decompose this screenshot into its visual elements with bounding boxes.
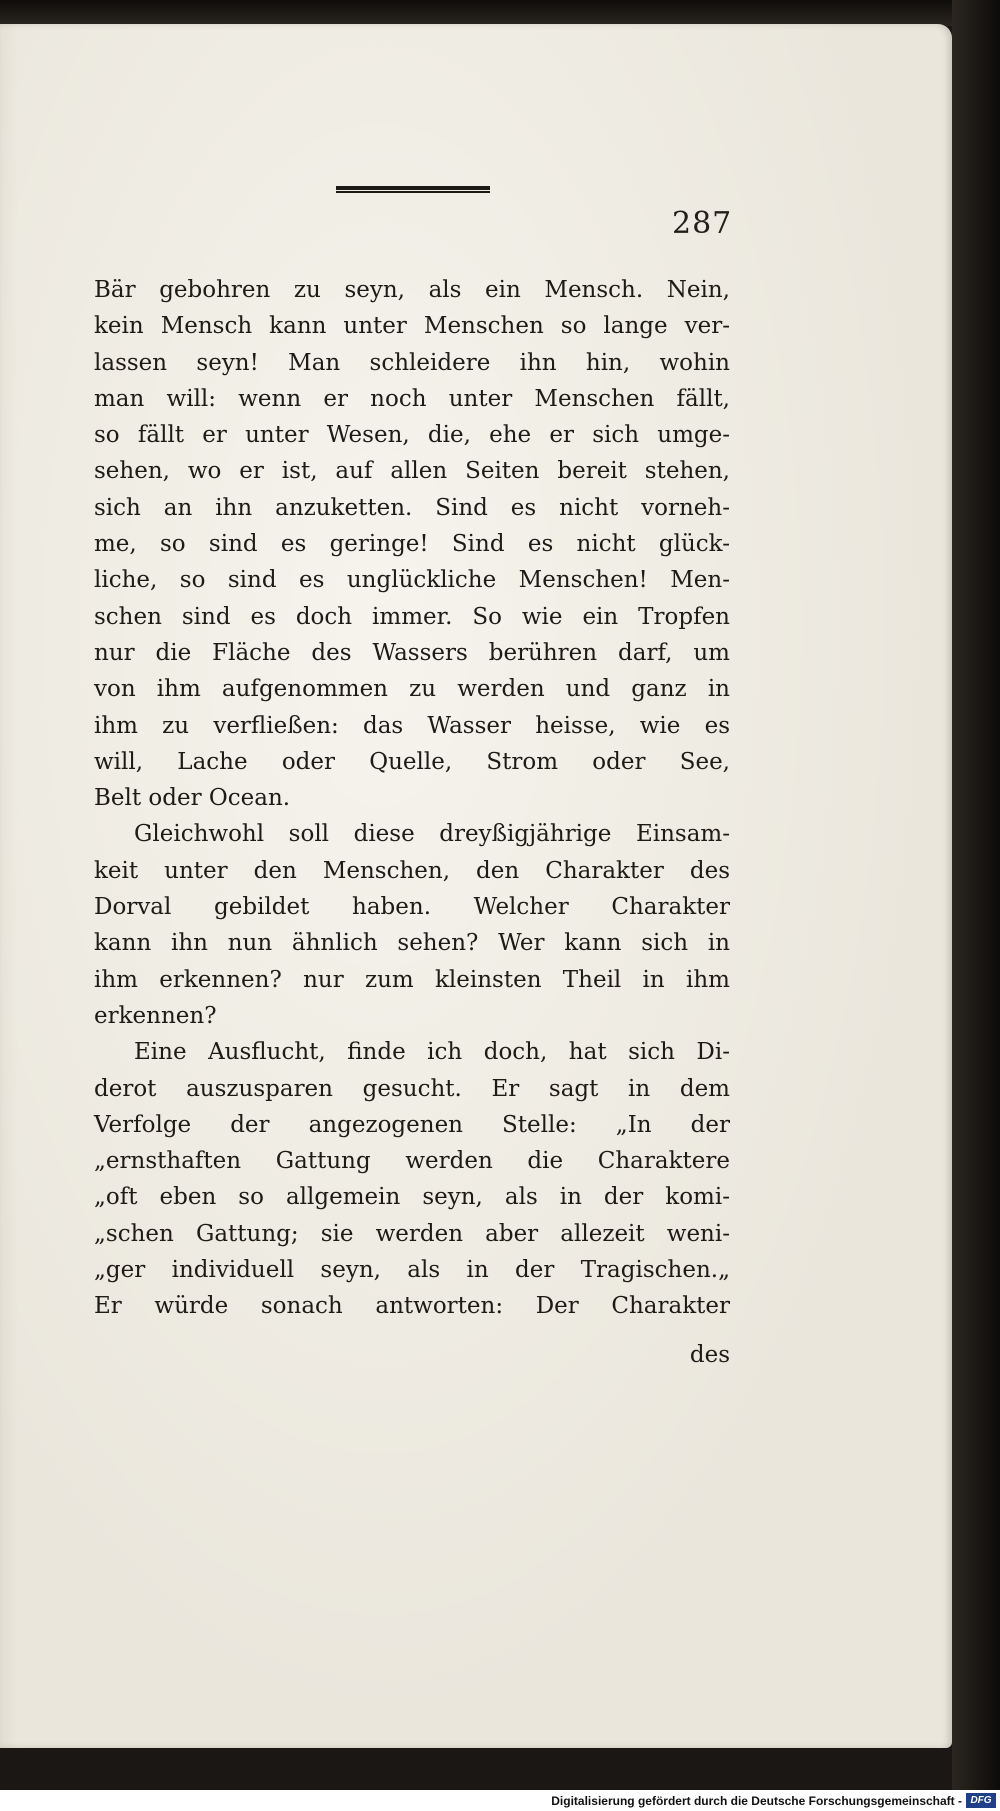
text-line: Er würde sonach antworten: Der Charakter xyxy=(94,1293,730,1320)
page-number: 287 xyxy=(672,206,733,241)
text-line: ihm zu verfließen: das Wasser heisse, wie es xyxy=(94,712,730,739)
text-line: sehen, wo er ist, auf allen Seiten bereit stehen, xyxy=(94,458,730,485)
text-line: man will: wenn er noch unter Menschen fällt, xyxy=(94,385,730,412)
text-line: sich an ihn anzuketten. Sind es nicht vorneh- xyxy=(94,494,730,521)
catchword: des xyxy=(689,1342,730,1368)
text-line: „schen Gattung; sie werden aber allezeit weni- xyxy=(94,1220,730,1247)
text-line: liche, so sind es unglückliche Menschen! Men- xyxy=(94,567,730,594)
book-page xyxy=(0,24,952,1748)
text-line: so fällt er unter Wesen, die, ehe er sich umge- xyxy=(94,422,730,449)
scanner-right-edge xyxy=(952,0,1000,1811)
text-line: Gleichwohl soll diese dreyßigjährige Einsam- xyxy=(134,821,730,848)
text-line: Dorval gebildet haben. Welcher Charakter xyxy=(94,894,730,921)
body-text xyxy=(94,272,730,1325)
text-line: lassen seyn! Man schleidere ihn hin, wohin xyxy=(94,349,730,376)
text-line: schen sind es doch immer. So wie ein Tropfen xyxy=(94,603,730,630)
text-line: Verfolge der angezogenen Stelle: „In der xyxy=(94,1111,730,1138)
text-line: ihm erkennen? nur zum kleinsten Theil in ihm xyxy=(94,966,730,993)
text-line: „ger individuell seyn, als in der Tragischen.„ xyxy=(94,1257,730,1284)
text-line: Eine Ausflucht, finde ich doch, hat sich Di- xyxy=(134,1039,730,1066)
text-line: Bär gebohren zu seyn, als ein Mensch. Nein, xyxy=(94,277,730,303)
text-line: will, Lache oder Quelle, Strom oder See, xyxy=(94,748,730,775)
text-line: me, so sind es geringe! Sind es nicht glück- xyxy=(94,531,730,558)
dfg-logo: DFG xyxy=(966,1793,996,1808)
text-line: Belt oder Ocean. xyxy=(94,785,291,812)
scanner-top-edge xyxy=(0,0,1000,26)
text-line: „oft eben so allgemein seyn, als in der komi- xyxy=(94,1184,730,1211)
text-line: erkennen? xyxy=(94,1002,217,1029)
header-rule xyxy=(336,186,490,193)
text-line: kein Mensch kann unter Menschen so lange ver- xyxy=(94,313,730,340)
text-line: nur die Fläche des Wassers berühren darf, um xyxy=(94,639,730,666)
text-line: derot auszusparen gesucht. Er sagt in dem xyxy=(94,1075,730,1102)
text-line: kann ihn nun ähnlich sehen? Wer kann sich in xyxy=(94,930,730,957)
text-line: keit unter den Menschen, den Charakter des xyxy=(94,857,730,884)
text-line: „ernsthaften Gattung werden die Charaktere xyxy=(94,1148,730,1175)
credit-text: Digitalisierung gefördert durch die Deutsche Forschungsgemeinschaft - xyxy=(551,1794,962,1808)
text-line: von ihm aufgenommen zu werden und ganz in xyxy=(94,676,730,703)
